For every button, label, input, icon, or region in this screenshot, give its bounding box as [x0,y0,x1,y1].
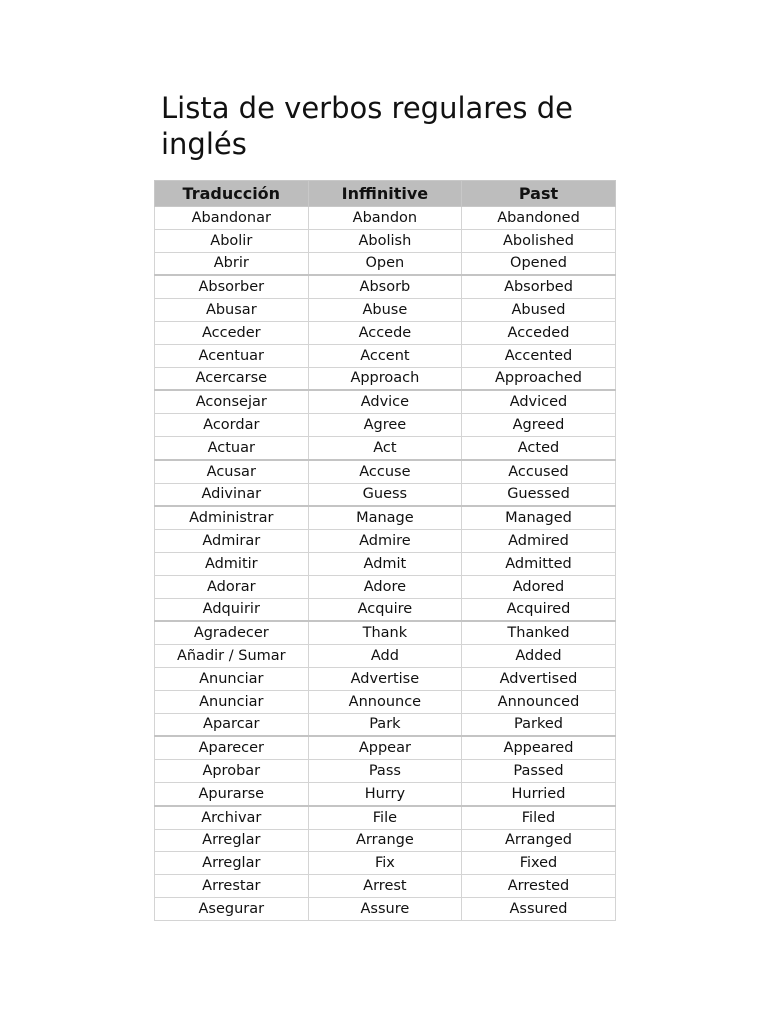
cell-translation: Administrar [155,506,309,529]
cell-translation: Adquirir [155,598,309,621]
cell-translation: Anunciar [155,667,309,690]
table-row [155,275,616,298]
cell-translation: Acceder [155,321,309,344]
header-past: Past [462,181,616,207]
cell-past: Acted [462,436,616,459]
cell-translation: Admitir [155,552,309,575]
table-row [155,806,616,829]
cell-past: Admitted [462,552,616,575]
table-row [155,667,616,690]
cell-translation: Absorber [155,275,309,298]
cell-infinitive: Approach [308,367,462,390]
cell-past: Managed [462,506,616,529]
cell-past: Abolished [462,229,616,252]
table-row [155,229,616,252]
cell-translation: Adivinar [155,483,309,506]
cell-infinitive: Park [308,713,462,736]
table-row [155,390,616,413]
cell-translation: Adorar [155,575,309,598]
table-row [155,598,616,621]
cell-infinitive: Thank [308,621,462,644]
cell-translation: Abolir [155,229,309,252]
cell-infinitive: Hurry [308,782,462,805]
cell-past: Abandoned [462,207,616,230]
cell-infinitive: Appear [308,736,462,759]
cell-translation: Apurarse [155,782,309,805]
cell-past: Appeared [462,736,616,759]
table-row [155,299,616,322]
cell-translation: Aprobar [155,760,309,783]
header-translation: Traducción [155,181,309,207]
cell-translation: Abusar [155,299,309,322]
cell-translation: Abandonar [155,207,309,230]
cell-infinitive: Pass [308,760,462,783]
cell-past: Acceded [462,321,616,344]
cell-translation: Agradecer [155,621,309,644]
cell-past: Approached [462,367,616,390]
cell-past: Assured [462,897,616,920]
cell-past: Fixed [462,852,616,875]
cell-infinitive: Act [308,436,462,459]
table-row [155,852,616,875]
cell-translation: Acentuar [155,344,309,367]
cell-translation: Abrir [155,252,309,275]
cell-infinitive: Open [308,252,462,275]
cell-infinitive: Accede [308,321,462,344]
cell-translation: Aconsejar [155,390,309,413]
cell-infinitive: Fix [308,852,462,875]
table-row [155,621,616,644]
table-row [155,875,616,898]
table-row [155,207,616,230]
cell-past: Absorbed [462,275,616,298]
table-row [155,321,616,344]
table-body [155,207,616,921]
cell-translation: Aparcar [155,713,309,736]
cell-past: Thanked [462,621,616,644]
table-header-row [155,181,616,207]
table-row [155,736,616,759]
table-row [155,760,616,783]
table-row [155,713,616,736]
cell-translation: Añadir / Sumar [155,645,309,668]
page-title: Lista de verbos regulares de inglés [161,91,574,161]
table-row [155,829,616,852]
table-row [155,414,616,437]
cell-translation: Admirar [155,530,309,553]
table-row [155,436,616,459]
table-row [155,344,616,367]
cell-translation: Aparecer [155,736,309,759]
cell-infinitive: Assure [308,897,462,920]
table-row [155,460,616,483]
cell-translation: Archivar [155,806,309,829]
table-row [155,530,616,553]
cell-past: Acquired [462,598,616,621]
cell-translation: Arreglar [155,852,309,875]
cell-infinitive: Accuse [308,460,462,483]
table-row [155,575,616,598]
verb-table [154,180,616,921]
cell-past: Abused [462,299,616,322]
cell-translation: Arrestar [155,875,309,898]
cell-translation: Actuar [155,436,309,459]
cell-infinitive: Agree [308,414,462,437]
cell-infinitive: Announce [308,690,462,713]
cell-past: Announced [462,690,616,713]
cell-infinitive: Manage [308,506,462,529]
table-row [155,506,616,529]
cell-translation: Acordar [155,414,309,437]
cell-infinitive: File [308,806,462,829]
table-row [155,645,616,668]
cell-infinitive: Add [308,645,462,668]
cell-past: Added [462,645,616,668]
cell-infinitive: Arrest [308,875,462,898]
cell-past: Passed [462,760,616,783]
cell-infinitive: Abuse [308,299,462,322]
cell-past: Admired [462,530,616,553]
cell-infinitive: Absorb [308,275,462,298]
cell-infinitive: Abolish [308,229,462,252]
cell-past: Advertised [462,667,616,690]
cell-infinitive: Guess [308,483,462,506]
cell-past: Arranged [462,829,616,852]
cell-past: Accented [462,344,616,367]
cell-past: Hurried [462,782,616,805]
cell-past: Opened [462,252,616,275]
cell-infinitive: Admire [308,530,462,553]
table-row [155,690,616,713]
cell-past: Arrested [462,875,616,898]
table-row [155,897,616,920]
cell-past: Accused [462,460,616,483]
table-row [155,252,616,275]
cell-past: Parked [462,713,616,736]
table-row [155,552,616,575]
cell-infinitive: Advertise [308,667,462,690]
cell-infinitive: Acquire [308,598,462,621]
cell-past: Filed [462,806,616,829]
cell-infinitive: Admit [308,552,462,575]
header-infinitive: Inffinitive [308,181,462,207]
table-row [155,483,616,506]
cell-infinitive: Abandon [308,207,462,230]
cell-past: Agreed [462,414,616,437]
cell-translation: Anunciar [155,690,309,713]
cell-past: Adviced [462,390,616,413]
table-row [155,367,616,390]
cell-infinitive: Advice [308,390,462,413]
cell-infinitive: Adore [308,575,462,598]
cell-infinitive: Arrange [308,829,462,852]
cell-translation: Acusar [155,460,309,483]
cell-past: Adored [462,575,616,598]
cell-translation: Arreglar [155,829,309,852]
cell-translation: Acercarse [155,367,309,390]
table-row [155,782,616,805]
cell-past: Guessed [462,483,616,506]
cell-infinitive: Accent [308,344,462,367]
cell-translation: Asegurar [155,897,309,920]
